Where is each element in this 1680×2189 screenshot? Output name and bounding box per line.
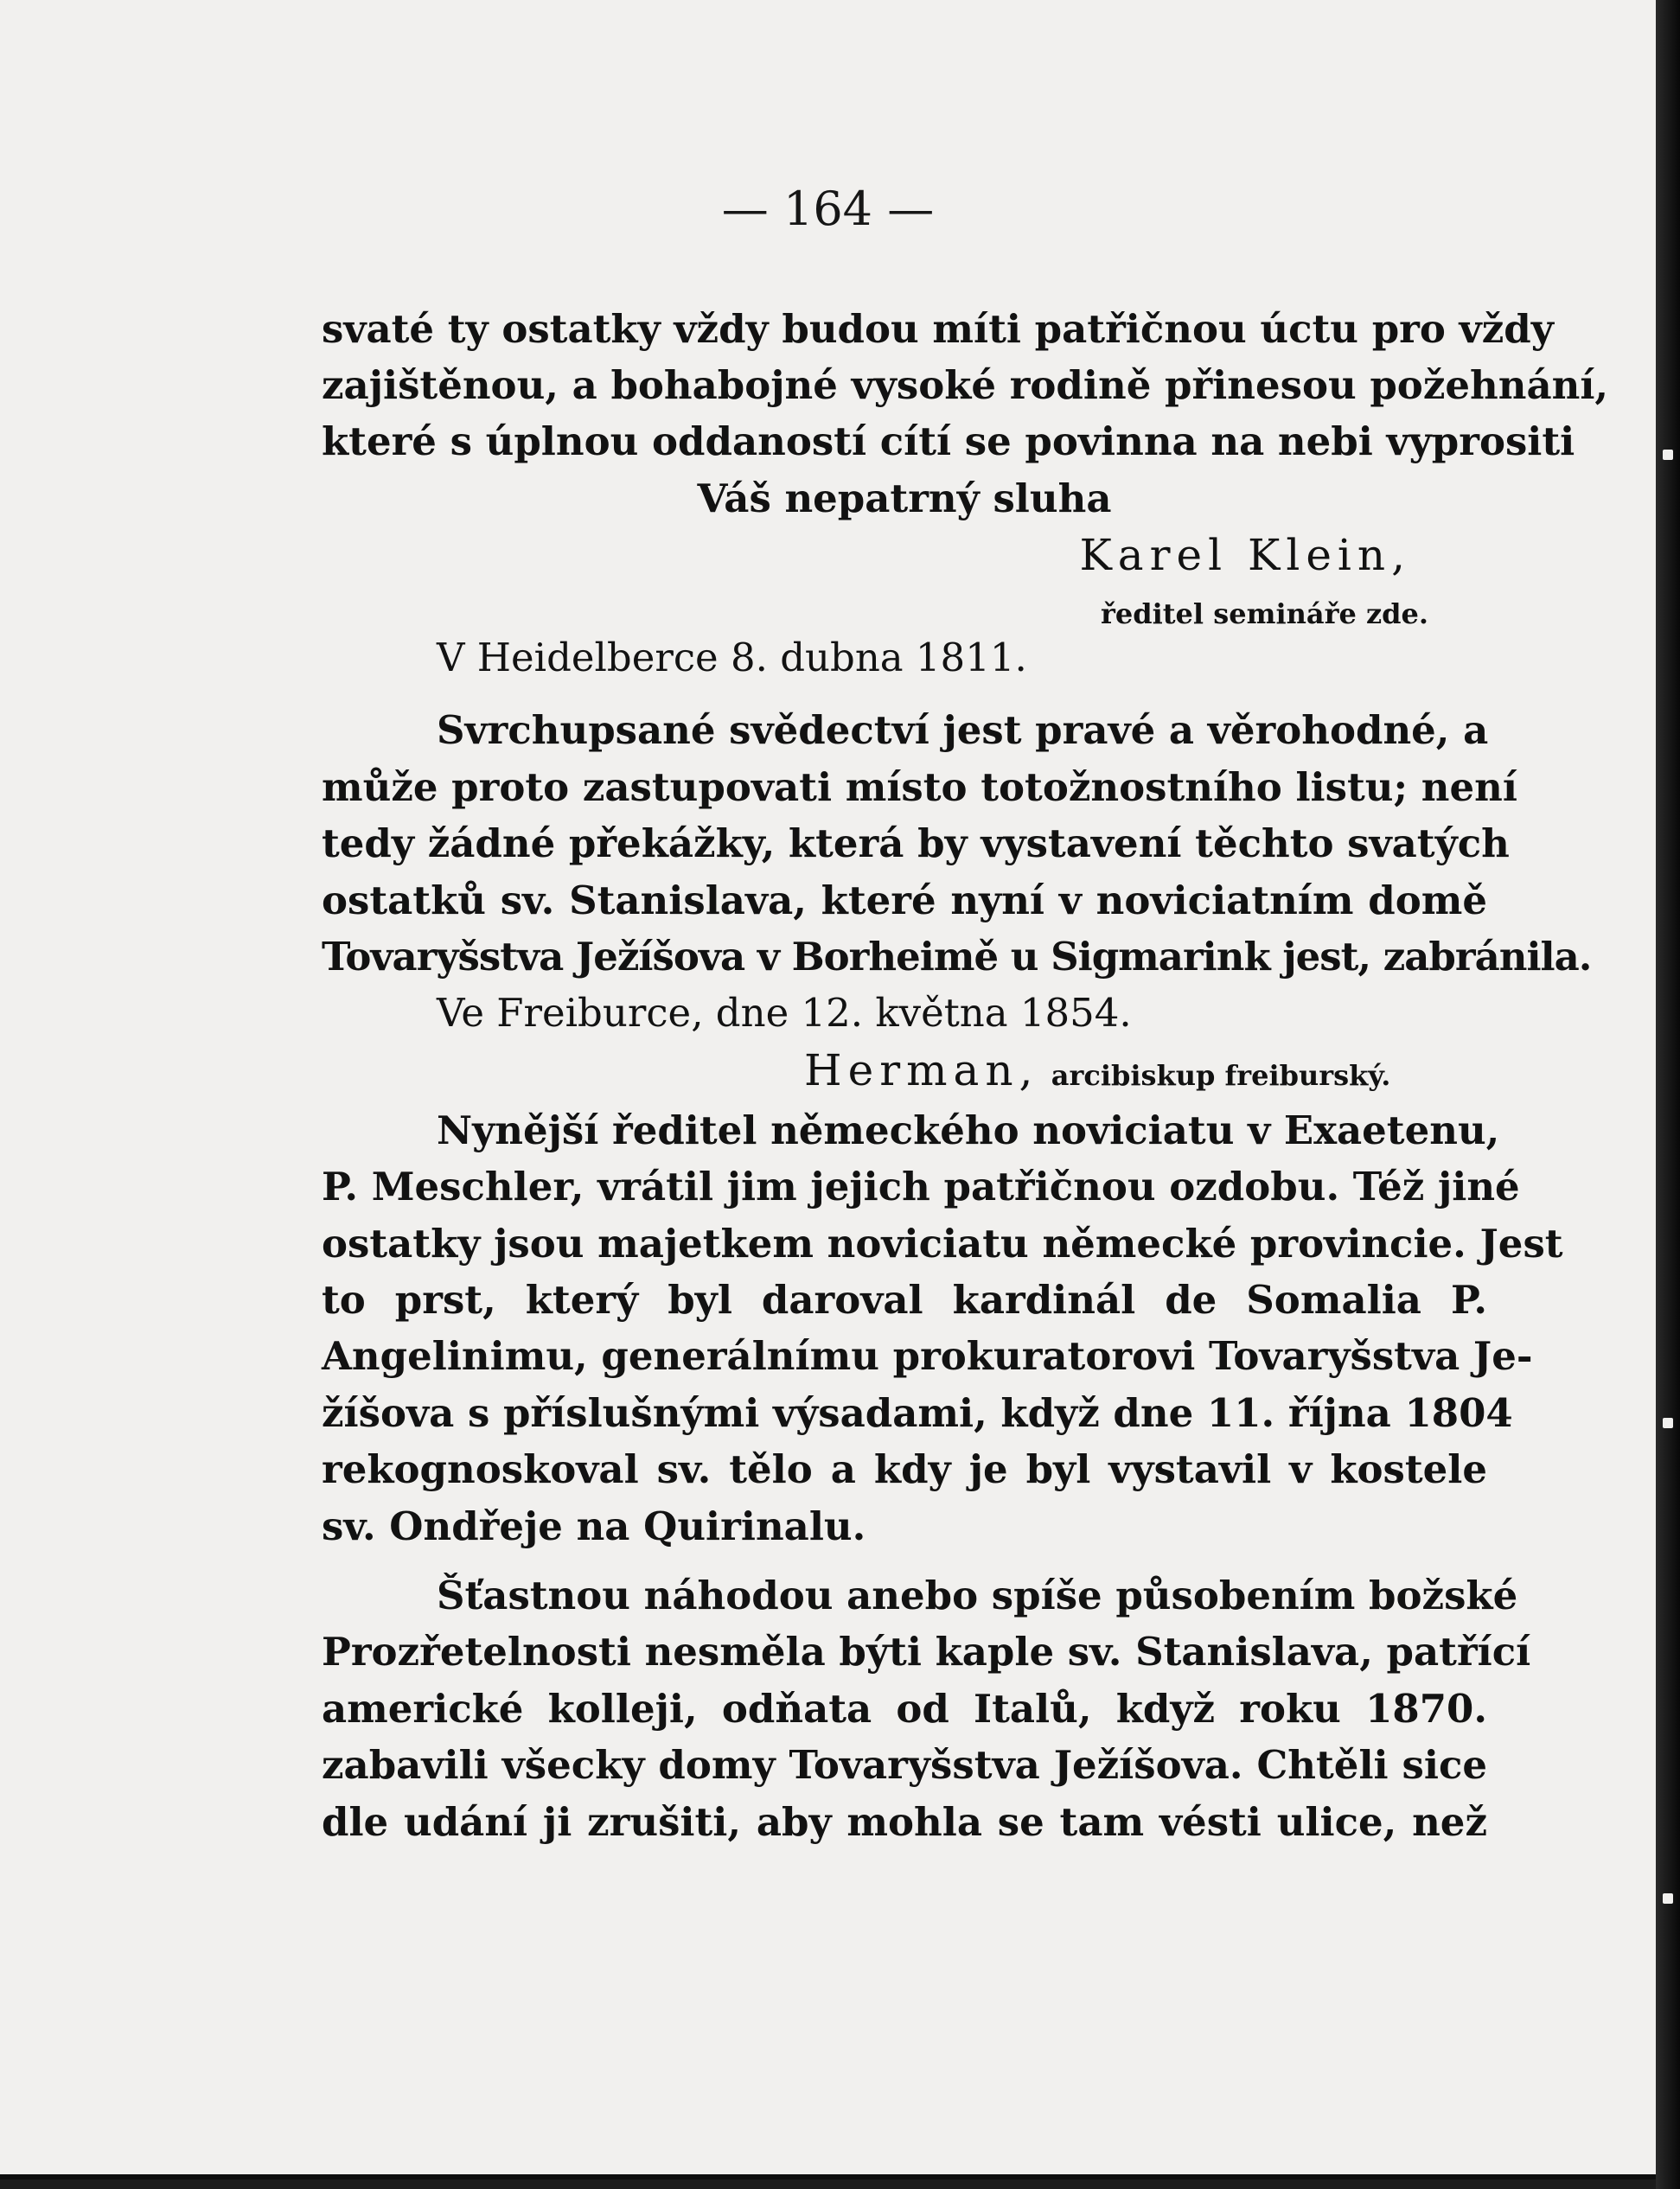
- text-line: které s úplnou oddaností cítí se povinna na nebi vyprositi: [322, 418, 1575, 464]
- text-line: Nynější ředitel německého noviciatu v Exaetenu,: [437, 1107, 1500, 1153]
- text-line: P. Meschler, vrátil jim jejich patřičnou ozdobu. Též jiné: [322, 1164, 1520, 1209]
- edge-mark: [1663, 1893, 1673, 1904]
- text-line: americké kolleji, odňata od Italů, když roku 1870.: [322, 1686, 1487, 1732]
- text-line: ostatků sv. Stanislava, které nyní v noviciatním domě: [322, 878, 1487, 923]
- page-number-header: — 164 —: [721, 182, 935, 236]
- edge-mark: [1663, 450, 1673, 460]
- text-line: Tovaryšstva Ježíšova v Borheimě u Sigmarink jest, zabránila.: [322, 934, 1592, 980]
- signature-block: [804, 1046, 1487, 1100]
- closing-salutation: Váš nepatrný sluha: [697, 475, 1112, 521]
- text-line: svaté ty ostatky vždy budou míti patřičnou úctu pro vždy: [322, 306, 1554, 352]
- page-edge-shadow: [1656, 0, 1680, 2189]
- place-date-line: Ve Freiburce, dne 12. května 1854.: [437, 990, 1132, 1036]
- text-line: zajištěnou, a bohabojné vysoké rodině přinesou požehnání,: [322, 362, 1609, 408]
- signature-title: arcibiskup freiburský.: [1051, 1059, 1391, 1092]
- text-line: tedy žádné překážky, která by vystavení těchto svatých: [322, 820, 1510, 866]
- text-line: Prozřetelnosti nesměla býti kaple sv. Stanislava, patřící: [322, 1629, 1531, 1675]
- place-date-line: V Heidelberce 8. dubna 1811.: [437, 635, 1027, 680]
- text-line: dle udání ji zrušiti, aby mohla se tam vésti ulice, než: [322, 1799, 1487, 1845]
- text-line: Angelinimu, generálnímu prokuratorovi Tovaryšstva Je-: [322, 1333, 1533, 1379]
- text-line: může proto zastupovati místo totožnostního listu; není: [322, 764, 1517, 810]
- text-line: Šťastnou náhodou anebo spíše působením božské: [437, 1573, 1518, 1618]
- text-line: ostatky jsou majetkem noviciatu německé provincie. Jest: [322, 1221, 1563, 1267]
- text-line: sv. Ondřeje na Quirinalu.: [322, 1503, 866, 1549]
- edge-mark: [1663, 1418, 1673, 1428]
- text-line: to prst, který byl daroval kardinál de Somalia P.: [322, 1277, 1487, 1323]
- text-line: rekognoskoval sv. tělo a kdy je byl vystavil v kostele: [322, 1446, 1487, 1492]
- text-line: žíšova s příslušnými výsadami, když dne 11. října 1804: [322, 1390, 1513, 1436]
- signature-name: Herman,: [804, 1045, 1039, 1095]
- signature-title: ředitel semináře zde.: [1101, 597, 1428, 630]
- signature-name: Karel Klein,: [1079, 530, 1411, 580]
- text-line: zabavili všecky domy Tovaryšstva Ježíšova. Chtěli sice: [322, 1742, 1487, 1788]
- text-line: Svrchupsané svědectví jest pravé a věrohodné, a: [437, 707, 1489, 753]
